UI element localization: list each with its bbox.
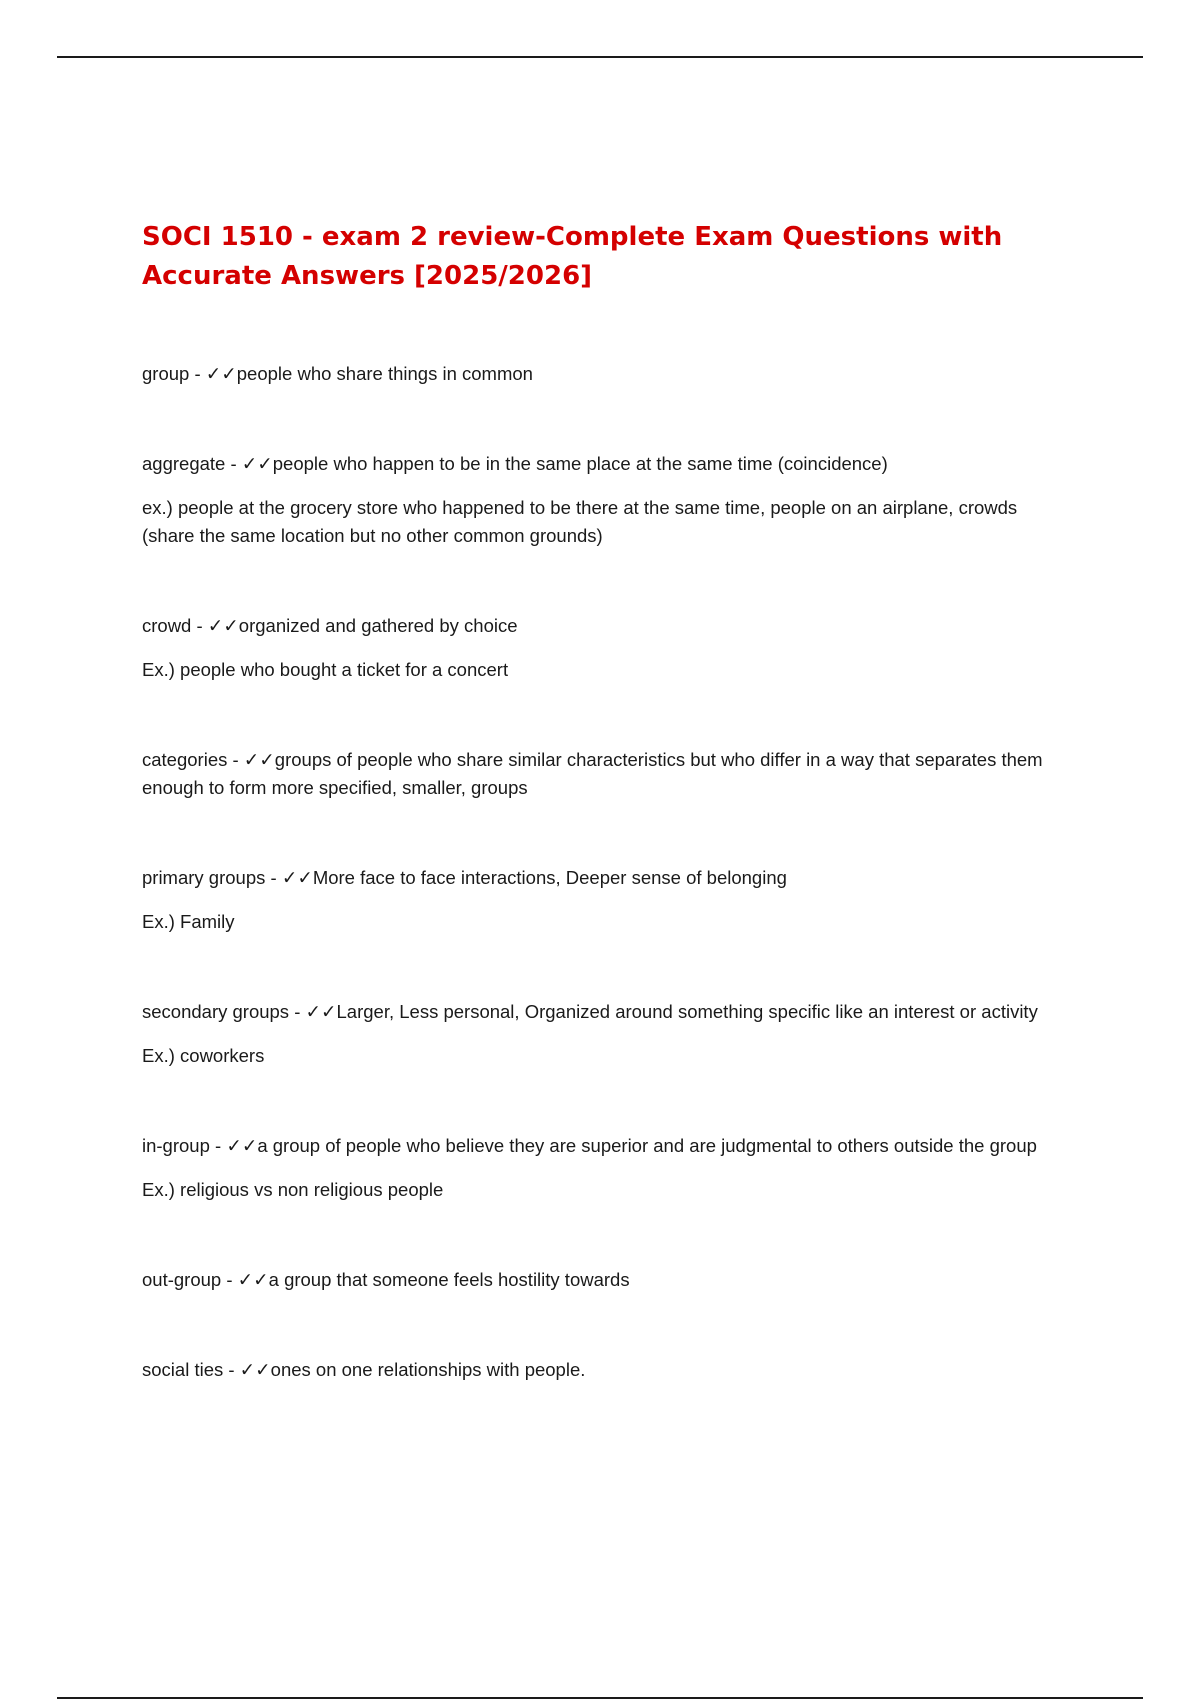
entry-in-group [142, 1132, 1072, 1204]
entry-categories [142, 746, 1072, 802]
entry-example: Ex.) Family [142, 911, 235, 932]
entry-definition: out-group - ✓✓a group that someone feels hostility towards [142, 1269, 630, 1290]
entry-example: ex.) people at the grocery store who happened to be there at the same time, people on an airplane, crowds (share the same location but no other common grounds) [142, 497, 1018, 546]
entry-definition: aggregate - ✓✓people who happen to be in the same place at the same time (coincidence) [142, 453, 888, 474]
entry-definition: social ties - ✓✓ones on one relationships with people. [142, 1359, 586, 1380]
document-body [142, 218, 1072, 1384]
entry-example: Ex.) people who bought a ticket for a concert [142, 659, 509, 680]
bottom-rule [57, 1697, 1143, 1699]
entry-definition: secondary groups - ✓✓Larger, Less personal, Organized around something specific like an interest or activity [142, 1001, 1038, 1022]
entry-example: Ex.) religious vs non religious people [142, 1179, 444, 1200]
entry-out-group [142, 1266, 1072, 1294]
document-title: SOCI 1510 - exam 2 review-Complete Exam Questions with Accurate Answers [2025/2026] [142, 222, 1003, 291]
entry-definition: crowd - ✓✓organized and gathered by choice [142, 615, 518, 636]
entry-primary-groups [142, 864, 1072, 936]
entry-social-ties [142, 1356, 1072, 1384]
entry-definition: group - ✓✓people who share things in common [142, 363, 533, 384]
entry-secondary-groups [142, 998, 1072, 1070]
entry-aggregate [142, 450, 1072, 550]
entry-definition: in-group - ✓✓a group of people who believe they are superior and are judgmental to others outside the group [142, 1135, 1037, 1156]
entry-group [142, 360, 1072, 388]
entry-definition: primary groups - ✓✓More face to face interactions, Deeper sense of belonging [142, 867, 787, 888]
top-rule [57, 56, 1143, 58]
entry-crowd [142, 612, 1072, 684]
entry-definition: categories - ✓✓groups of people who share similar characteristics but who differ in a way that separates them enough to form more specified, smaller, groups [142, 749, 1043, 798]
entry-example: Ex.) coworkers [142, 1045, 265, 1066]
